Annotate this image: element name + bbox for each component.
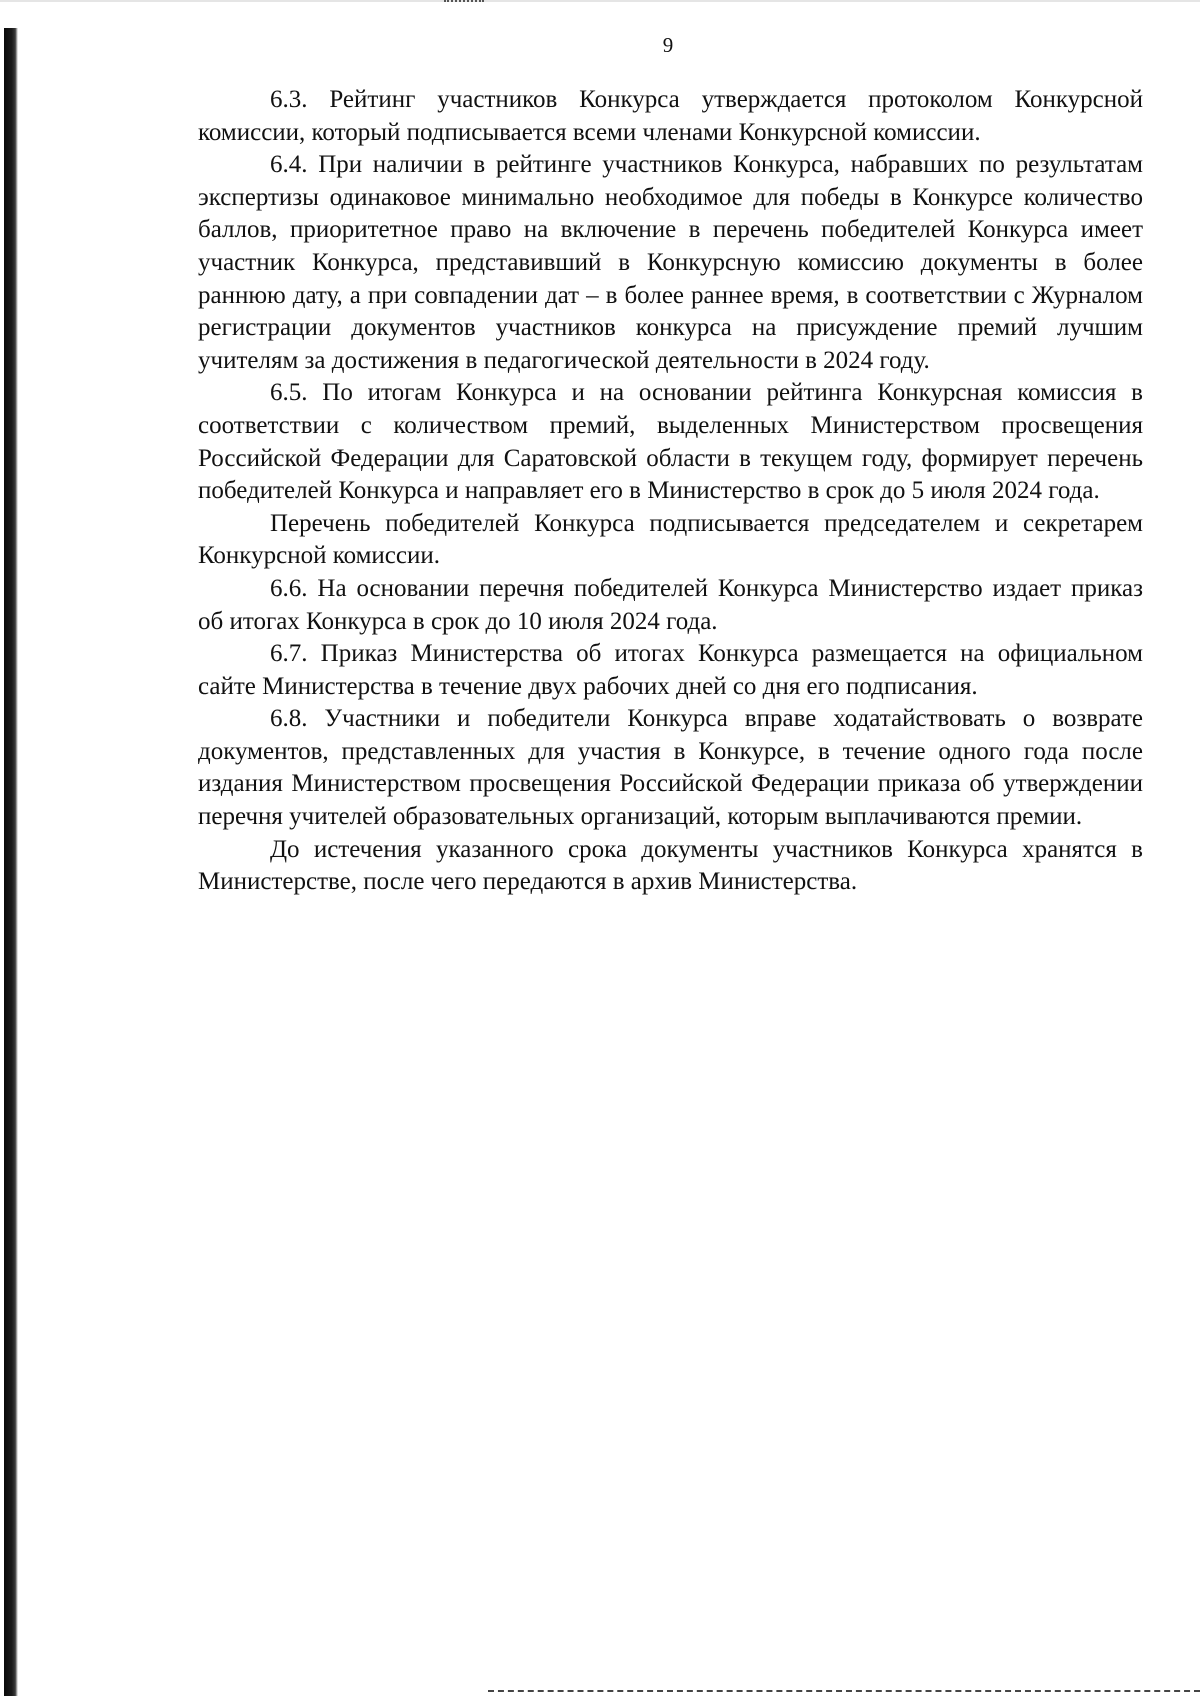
paragraph-6-6: 6.6. На основании перечня победителей Конкурса Министерство издает приказ об итогах Конкурса в срок до 10 июля 2024 года. <box>198 574 1143 635</box>
paragraph-6-4: 6.4. При наличии в рейтинге участников Конкурса, набравших по результатам экспертизы одинаковое минимально необходимое для победы в Конкурсе количество баллов, приоритетное право на включение в перечень победителей Конкурса имеет участник Конкурса, представивший в Конкурсную комиссию документы в более раннюю дату, а при совпадении дат – в более раннее время, в соответствии с Журналом регистрации документов участников конкурса на присуждение премий лучшим учителям за достижения в педагогической деятельности в 2024 году. <box>198 151 1143 374</box>
document-body <box>198 84 1143 899</box>
scan-mark-top <box>444 0 484 5</box>
paragraph-6-3: 6.3. Рейтинг участников Конкурса утверждается протоколом Конкурсной комиссии, который подписывается всеми членами Конкурсной комиссии. <box>198 86 1143 146</box>
scan-binding-edge <box>4 28 18 1696</box>
paragraph-6-8: 6.8. Участники и победители Конкурса вправе ходатайствовать о возврате документов, представленных для участия в Конкурсе, в течение одного года после издания Министерством просвещения Российской Федерации приказа об утверждении перечня учителей образовательных организаций, которым выплачиваются премии. <box>198 705 1143 831</box>
paragraph-6-7: 6.7. Приказ Министерства об итогах Конкурса размещается на официальном сайте Министерства в течение двух рабочих дней со дня его подписания. <box>198 640 1143 700</box>
scan-mark-bottom <box>488 1690 1200 1694</box>
paragraph-6-5: 6.5. По итогам Конкурса и на основании рейтинга Конкурсная комиссия в соответствии с количеством премий, выделенных Министерством просвещения Российской Федерации для Саратовской области в текущем году, формирует перечень победителей Конкурса и направляет его в Министерство в срок до 5 июля 2024 года. <box>198 379 1143 505</box>
paragraph-documents-storage: До истечения указанного срока документы участников Конкурса хранятся в Министерстве, после чего передаются в архив Министерства. <box>198 835 1143 896</box>
paragraph-winners-list-signing: Перечень победителей Конкурса подписывается председателем и секретарем Конкурсной комиссии. <box>198 509 1143 570</box>
scan-edge-top <box>0 0 1200 2</box>
page-number: 9 <box>662 33 674 57</box>
